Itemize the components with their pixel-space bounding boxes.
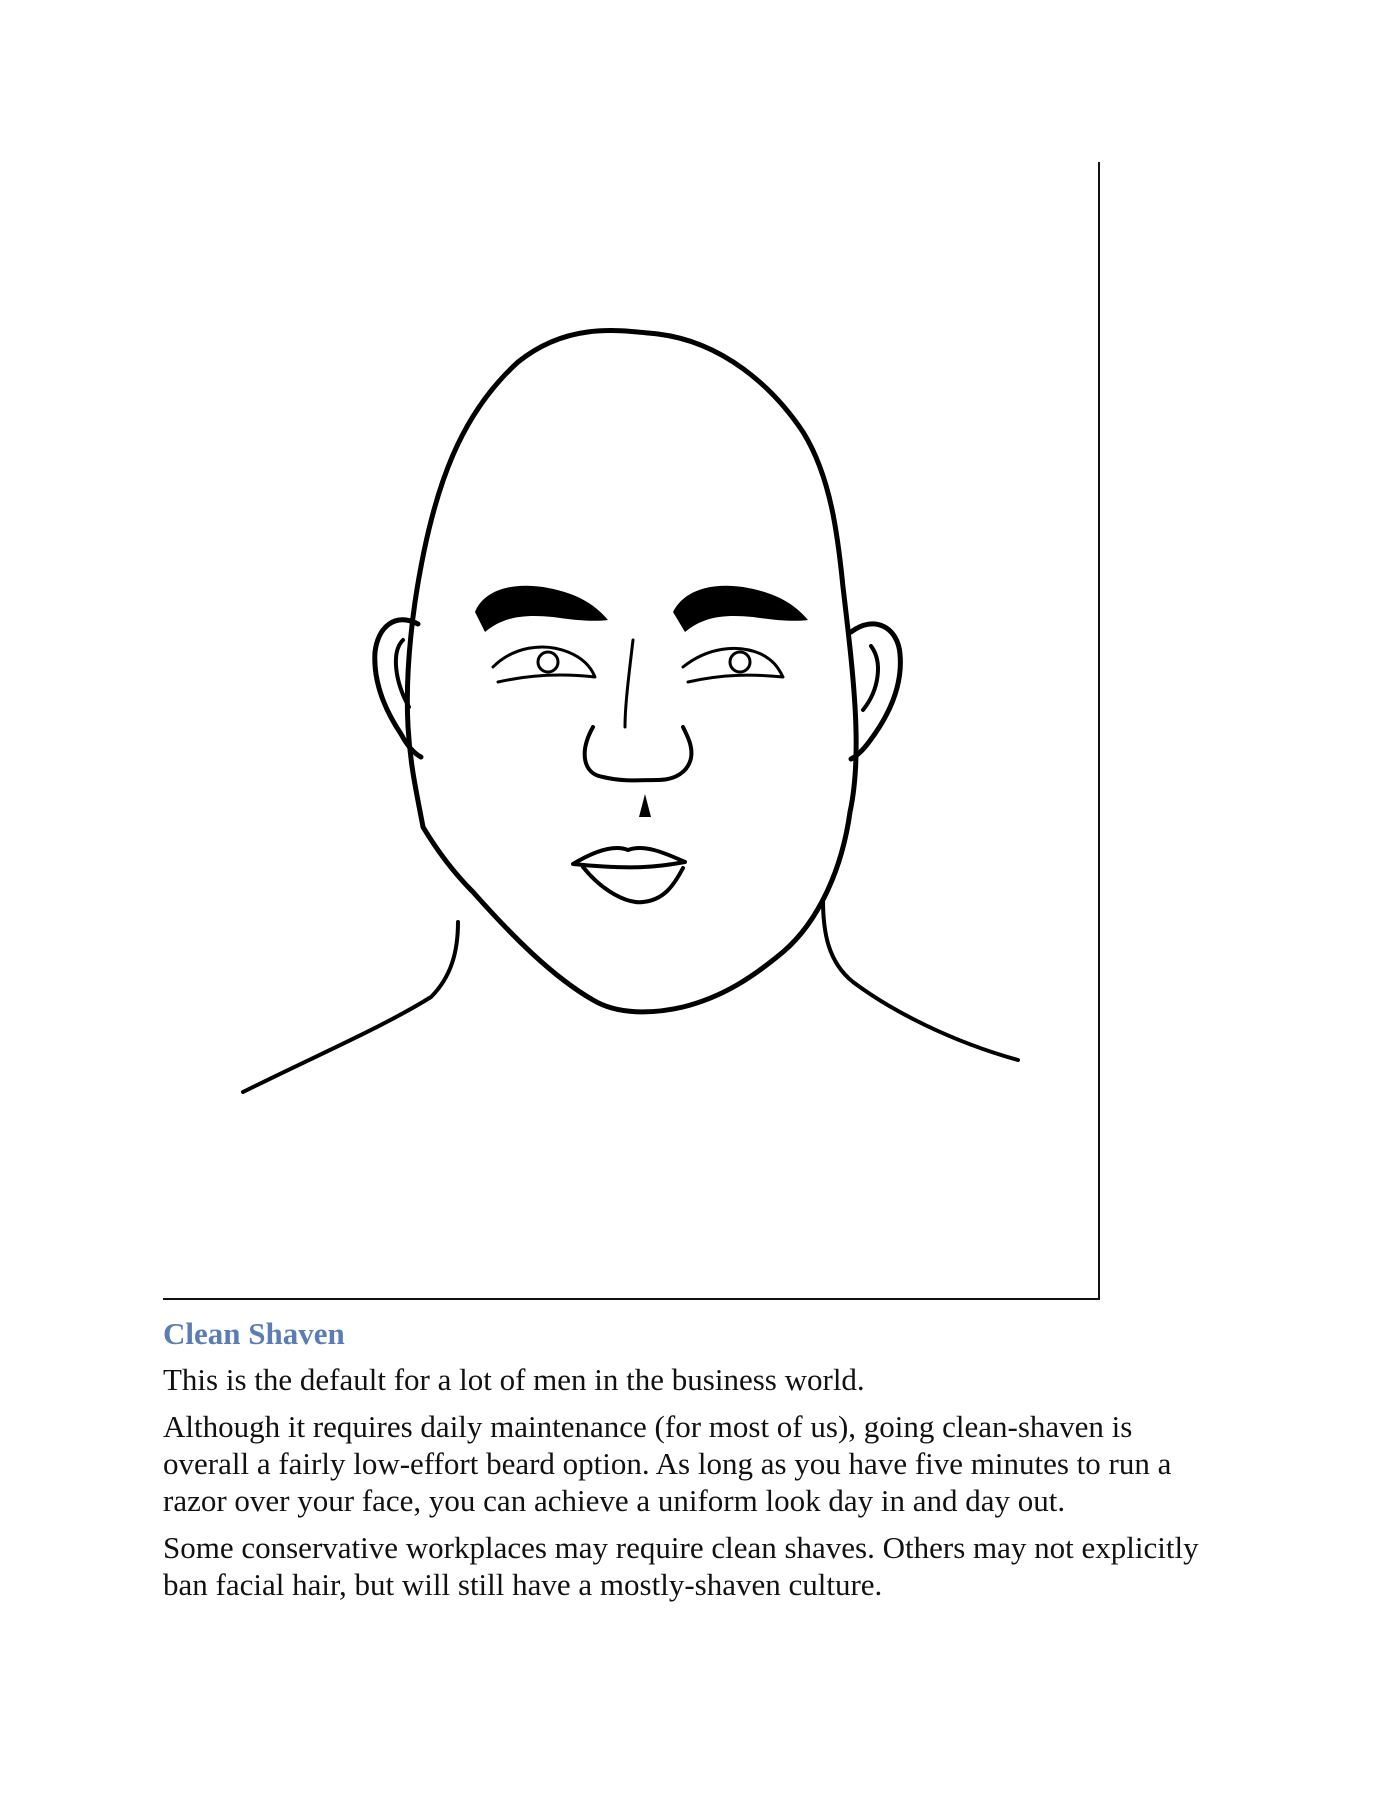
section-heading: Clean Shaven: [163, 1316, 345, 1351]
paragraph: Although it requires daily maintenance (for most of us), going clean-shaven is overall a fairly low-effort beard option. As long as you have five minutes to run a razor over your face, you can achieve a uniform look day in and day out.: [163, 1409, 1172, 1518]
paragraph: Some conservative workplaces may require clean shaves. Others may not explicitly ban facial hair, but will still have a mostly-shaven culture.: [163, 1530, 1199, 1602]
left-ear: [375, 620, 421, 757]
neck-left: [243, 922, 458, 1092]
lower-lip: [583, 867, 683, 902]
paragraph: This is the default for a lot of men in the business world.: [163, 1362, 865, 1397]
nose-bridge: [625, 640, 633, 727]
right-ear-inner: [863, 646, 878, 710]
left-eyebrow: [475, 586, 608, 632]
right-eyebrow: [673, 586, 808, 632]
content: [163, 1315, 1223, 1613]
upper-lip: [573, 848, 685, 867]
philtrum: [639, 794, 651, 817]
figure-frame: [163, 162, 1100, 1300]
head-outline: [407, 331, 856, 1012]
face-illustration: [163, 162, 1098, 1298]
neck-right: [823, 900, 1018, 1060]
nose: [585, 727, 692, 780]
